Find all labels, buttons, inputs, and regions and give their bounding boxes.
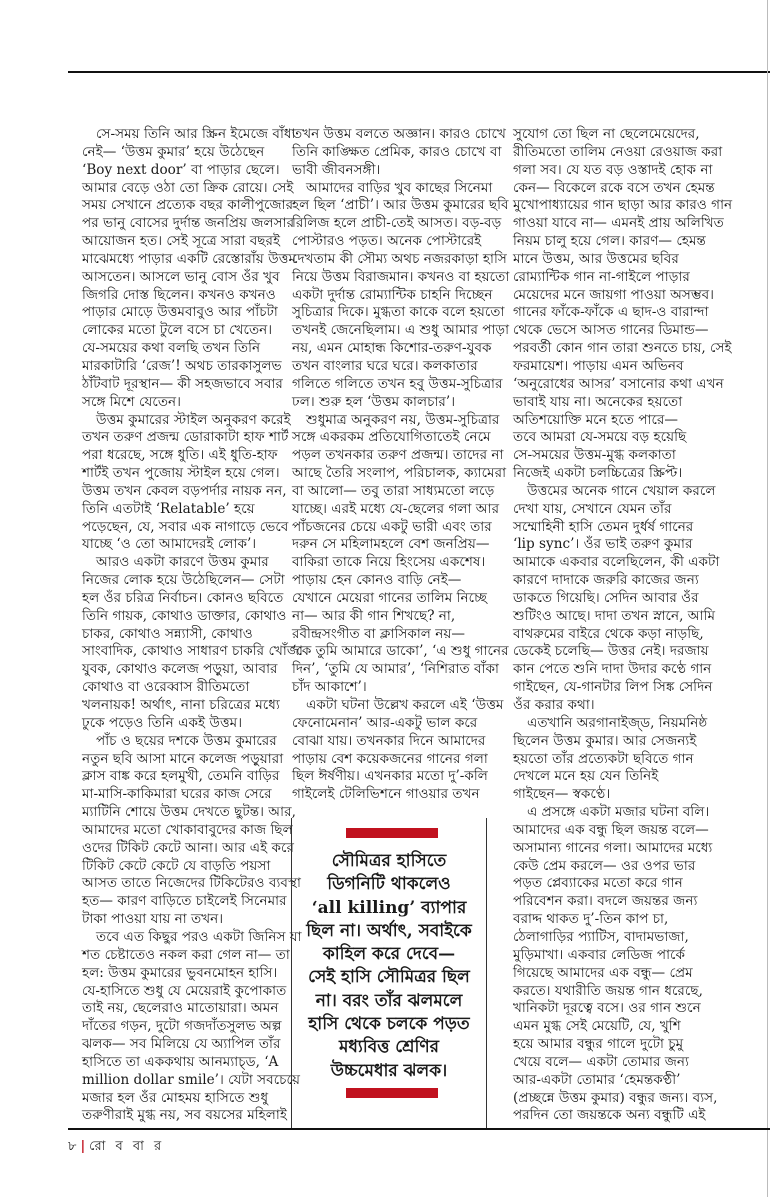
paragraph <box>513 126 731 483</box>
text-line: আমাদের বাড়ির খুব কাছের সিনেমা <box>306 179 493 196</box>
text-line: আমাদের মতো খোকাবাবুদের কাজ ছিল <box>82 821 293 838</box>
text-line: কান পেতে শুনি দাদা উদার কণ্ঠে গান <box>513 661 712 678</box>
paragraph <box>82 928 302 1125</box>
paragraph <box>292 179 510 412</box>
text-line: রীতিমতো তালিম নেওয়া রেওয়াজ করা <box>513 143 723 160</box>
text-line: সময় সেখানে প্রত্যেক বছর কালীপুজোর <box>82 197 294 214</box>
text-line: হল ওঁর চরিত্র নির্বাচন। কোনও ছবিতে <box>82 589 284 606</box>
text-line: কেন— বিকেলে রকে বসে তখন হেমন্ত <box>513 179 715 196</box>
paragraph <box>82 126 296 412</box>
text-line: যুবক, কোথাও কলেজ পড়ুয়া, আবার <box>82 661 278 678</box>
text-line: ছিলেন উত্তম কুমার। আর সেজন্যই <box>513 732 697 749</box>
text-line: বা আলো— তবু তারা সাধ্যমতো লড়ে <box>292 482 495 499</box>
text-line: পাঁচজনের চেয়ে একটু ভারী এবং তার <box>292 518 492 535</box>
text-line: আমাকে একবার বলেছিলেন, কী একটা <box>513 554 720 571</box>
paragraph <box>292 126 506 180</box>
text-line: হয়ে আমার বন্ধুর গালে দুটো চুমু <box>513 1036 684 1053</box>
text-line: ‘কে তুমি আমারে ডাকো’, ‘এ শুধু গানের <box>292 643 509 660</box>
page-footer <box>68 1137 164 1158</box>
text-line: খেয়ে বলে— একটা তোমার জন্য <box>513 1053 689 1070</box>
text-line: পড়েছেন, যে, সবার এক নাগাড়ে ভেবে <box>82 518 289 535</box>
text-line: দেখতাম কী সৌম্য অথচ নজরকাড়া হাসি <box>292 250 507 267</box>
text-line: ঠাঁটবাট দূরস্থান— কী সহজভাবে সবার <box>82 375 283 392</box>
pull-quote-line: না। বরং তাঁর ঝলমলে <box>315 990 463 1011</box>
text-line: ক্লাস বাঙ্ক করে হলমুখী, তেমনি বাড়ির <box>82 768 280 785</box>
text-line: আসতেন। আসলে ভানু বোস ওঁর খুব <box>82 268 280 285</box>
pull-quote-line: উচ্চমেধার ঝলক। <box>330 1060 448 1081</box>
pull-quote-line: কাহিল করে দেবে— <box>322 944 456 965</box>
text-line: ঠেলাগাড়ির প্যাটিস, বাদামভাজা, <box>513 928 689 945</box>
article-column-2 <box>292 126 510 804</box>
text-line: হাসিতে তা এককথায় আনম্যাচ্‌ড, ‘A <box>82 1053 279 1070</box>
page-edge <box>767 0 768 1197</box>
pull-quote-line: ডিগনিটি থাকলেও <box>327 874 451 895</box>
text-line: ফেনোমেনান’ আর-একটু ভাল করে <box>292 714 478 731</box>
text-line: তিনি গায়ক, কোথাও ডাক্তার, কোথাও <box>82 607 287 624</box>
text-line: তবে এত কিছুর পরও একটা জিনিস যা <box>96 928 302 945</box>
text-line: কোথাও বা ওরেব্বাস রীতিমতো <box>82 679 250 696</box>
text-line: চাকর, কোথাও সন্ন্যাসী, কোথাও <box>82 625 253 642</box>
text-line: ঢুকে পড়েও তিনি একই উত্তম। <box>82 714 243 731</box>
paragraph <box>292 411 509 698</box>
pull-quote-text <box>292 850 486 1083</box>
text-line: এ প্রসঙ্গে একটা মজার ঘটনা বলি। <box>527 804 710 821</box>
text-line: আরও একটা কারণে উত্তম কুমার <box>96 554 269 571</box>
text-line: মানে উত্তম, আর উত্তমের ছবির <box>513 250 679 267</box>
text-line: খলনায়ক! অর্থাৎ, নানা চরিত্রের মধ্যে <box>82 697 280 713</box>
text-line: সুযোগ তো ছিল না ছেলেমেয়েদের, <box>513 126 700 142</box>
text-line: জিগরি দোস্ত ছিলেন। কখনও কখনও <box>82 286 276 303</box>
text-line: রিলিজ হলে প্রাচী-তেই আসত। বড়-বড় <box>292 215 502 232</box>
text-line: দাঁতের গড়ন, দুটো গজদাঁতসুলভ অল্প <box>82 1018 282 1035</box>
text-line: ডেকেই চলেছি— উত্তর নেই। দরজায় <box>513 643 709 660</box>
text-line: পাঁচ ও ছয়ের দশকে উত্তম কুমারের <box>96 732 277 749</box>
text-line: পরদিন তো জয়ন্তকে অন্য বন্ধুটি এই <box>513 1107 706 1124</box>
text-line: ওদের টিকিট কেটে আনা। আর এই করে <box>82 839 294 856</box>
text-line: যাচ্ছে ‘ও তো আমাদেরই লোক’। <box>82 536 257 553</box>
text-line: হত— কারণ বাড়িতে চাইলেই সিনেমার <box>82 893 287 910</box>
text-line: যে-সময়ের কথা বলছি তখন তিনি <box>82 340 261 357</box>
text-line: উত্তম তখন কেবল বড়পর্দার নায়ক নন, <box>82 482 287 499</box>
paragraph <box>82 554 303 732</box>
text-line: মজার হল ওঁর মোহময় হাসিতে শুধু <box>82 1089 269 1106</box>
text-line: ছিল ঈর্ষণীয়। এখনকার মতো দু’-কলি <box>292 768 488 785</box>
paragraph <box>292 697 504 804</box>
text-line: শুধুমাত্র অনুকরণ নয়, উত্তম-সুচিত্রার <box>306 411 500 428</box>
text-line: আসত তাতে নিজেদের টিকিটেরও ব্যবস্থা <box>82 875 301 892</box>
header-rule <box>68 71 770 73</box>
text-line: আমার বেড়ে ওঠা তো ক্রিক রোয়ে। সেই <box>82 179 294 196</box>
pull-quote-bottom-bar <box>346 1088 438 1098</box>
magazine-name: রো ব বা র <box>89 1139 165 1154</box>
text-line: পাড়ায় হেন কোনও বাড়ি নেই— <box>292 572 462 589</box>
text-line: ‘lip sync’। ওঁর ভাই তরুণ কুমার <box>513 536 693 553</box>
text-line: নতুন ছবি আসা মানে কলেজ পড়ুয়ারা <box>82 750 284 767</box>
paragraph <box>82 411 291 555</box>
text-line: তিনি কাঙ্ক্ষিত প্রেমিক, কারও চোখে বা <box>292 143 502 160</box>
text-line: বাকিরা তাকে নিয়ে হিংসেয় একশেষ। <box>292 554 486 571</box>
text-line: দেখা যায়, সেখানে যেমন তাঁর <box>513 500 672 517</box>
text-line: গলা সব। যে যত বড় ওস্তাদই হোক না <box>513 161 713 178</box>
pull-quote-line: মধ্যবিত্ত শ্রেণির <box>338 1037 440 1058</box>
text-line: লোকের মতো টুলে বসে চা খেতেন। <box>82 322 273 339</box>
text-line: গিয়েছে আমাদের এক বন্ধু— প্রেম <box>513 964 693 981</box>
text-line: নিয়ম চালু হয়ে গেল। কারণ— হেমন্ত <box>513 233 706 250</box>
text-line: নেই— ‘উত্তম কুমার’ হয়ে উঠেছেন <box>82 143 265 160</box>
text-line: তবে আমরা যে-সময়ে বড় হয়েছি <box>513 429 687 446</box>
text-line: সঙ্গে একরকম প্রতিযোগিতাতেই নেমে <box>292 429 491 446</box>
text-line: ‘অনুরোধের আসর’ বসানোর কথা এখন <box>513 375 724 392</box>
text-line: যেখানে মেয়েরা গানের তালিম নিচ্ছে <box>292 589 487 606</box>
text-line: তাই নয়, ছেলেরাও মাতোয়ারা। অমন <box>82 1000 279 1017</box>
text-line: ‘Boy next door’ বা পাড়ার ছেলে। <box>82 161 280 178</box>
text-line: গাইছেন— স্বকণ্ঠে। <box>513 786 611 803</box>
page-number: ৮ <box>68 1139 77 1154</box>
paragraph <box>82 732 301 929</box>
text-line: million dollar smile’। যেটা সবচেয়ে <box>82 1071 300 1088</box>
text-line: মুড়িমাখা। একবার লেডিজ পার্কে <box>513 946 686 963</box>
text-line: অতিশয়োক্তি মনে হতে পারে— <box>513 411 679 428</box>
text-line: পাড়ায় বেশ কয়েকজনের গানের গলা <box>292 750 488 767</box>
text-line: ডাকতে গিয়েছি। সেদিন আবার ওঁর <box>513 589 699 606</box>
text-line: সঙ্গে মিশে যেতেন। <box>82 393 182 410</box>
text-line: আছে তৈরি সংলাপ, পরিচালক, ক্যামেরা <box>292 465 507 482</box>
text-line: ভাবাই যায় না। অনেকের হয়তো <box>513 393 683 410</box>
text-line: ভাবী জীবনসঙ্গী। <box>292 161 381 178</box>
text-line: ঢল। শুরু হল ‘উত্তম কালচার’। <box>292 393 456 410</box>
text-line: দেখলে মনে হয় যেন তিনিই <box>513 768 659 785</box>
text-line: টাকা পাওয়া যায় না তখন। <box>82 911 224 928</box>
text-line: চাঁদ আকাশে’। <box>292 679 367 696</box>
text-line: এমন মুগ্ধ সেই মেয়েটি, যে, খুশি <box>513 1018 681 1035</box>
text-line: একটা দুর্দান্ত রোম্যান্টিক চাহনি দিচ্ছেন <box>292 286 493 303</box>
text-line: থেকে ভেসে আসত গানের ডিমান্ড— <box>513 322 709 339</box>
text-line: নিয়ে উত্তম বিরাজমান। কখনও বা হয়তো <box>292 268 510 285</box>
footer-rule <box>68 1128 770 1130</box>
text-line: শুটিংও আছে। দাদা তখন স্নানে, আমি <box>513 607 716 624</box>
footer-separator: | <box>80 1139 86 1154</box>
text-line: ম্যাটিনি শোয়ে উত্তম দেখতে ছুটন্ত। আর, <box>82 804 296 821</box>
text-line: পরিবেশন করা। বদলে জয়ন্তর জন্য <box>513 893 698 910</box>
text-line: সম্মোহিনী হাসি তেমন দুর্ধর্ষ গানের <box>513 518 694 535</box>
text-line: গাইছেন, যে-গানটার লিপ সিঙ্ক সেদিন <box>513 679 713 696</box>
text-line: পড়ত প্লেব্যাকের মতো করে গান <box>513 875 683 892</box>
text-line: সে-সময়ের উত্তম-মুগ্ধ কলকাতা <box>513 447 676 464</box>
text-line: হল ছিল ‘প্রাচী’। আর উত্তম কুমারের ছবি <box>292 197 509 214</box>
text-line: অসামান্য গানের গলা। আমাদের মধ্যে <box>513 839 713 856</box>
text-line: সে-সময় তিনি আর স্ক্রিন ইমেজে বাঁধা <box>96 126 296 142</box>
text-line: দরুন সে মহিলামহলে বেশ জনপ্রিয়— <box>292 536 490 553</box>
text-line: এতখানি অরগানাইজ্‌ড, নিয়মনিষ্ঠ <box>527 714 708 731</box>
paragraph <box>513 483 731 715</box>
pull-quote-box <box>291 818 487 1128</box>
article-column-1 <box>82 126 303 1125</box>
text-line: মারকাটারি ‘রেজ’! অথচ তারকাসুলভ <box>82 357 282 374</box>
pull-quote-line: সৌমিত্রর হাসিতে <box>331 851 447 871</box>
pull-quote-line: ছিল না। অর্থাৎ, সবাইকে <box>306 920 472 941</box>
text-line: বরাদ্দ থাকত দু’-তিন কাপ চা, <box>513 911 669 928</box>
text-line: তিনি এতটাই ‘Relatable’ হয়ে <box>82 500 255 517</box>
text-line: করতে। যথারীতি জয়ন্ত গান ধরেছে, <box>513 982 703 999</box>
text-line: পোস্টারও পড়ত। অনেক পোস্টারেই <box>292 233 482 250</box>
text-line: রোম্যান্টিক গান না-গাইলে পাড়ার <box>513 268 690 285</box>
text-line: তখন বাংলার ঘরে ঘরে। কলকাতার <box>292 357 478 374</box>
text-line: শার্টই তখন পুজোয় স্টাইল হয়ে গেল। <box>82 465 280 482</box>
text-line: একটা ঘটনা উল্লেখ করলে এই ‘উত্তম <box>306 697 504 713</box>
text-line: আমাদের এক বন্ধু ছিল জয়ন্ত বলে— <box>513 821 709 838</box>
text-line: হয়তো তাঁর প্রত্যেকটা ছবিতে গান <box>513 750 694 767</box>
text-line: কেউ প্রেম করলে— ওর ওপর ভার <box>513 857 696 874</box>
text-line: মুখোপাধ্যায়ের গান ছাড়া আর কারও গান <box>513 197 733 214</box>
text-line: যাচ্ছে। এরই মধ্যে যে-ছেলের গলা আর <box>292 500 500 517</box>
text-line: তখনই জেনেছিলাম। এ শুধু আমার পাড়া <box>292 322 510 339</box>
text-line: আয়োজন হত। সেই সূত্রে সারা বছরই <box>82 233 281 250</box>
text-line: গানের ফাঁকে-ফাঁকে এ ছাদ-ও বারান্দা <box>513 304 709 321</box>
paragraph <box>513 804 731 1125</box>
text-line: গলিতে গলিতে তখন হবু উত্তম-সুচিত্রার <box>292 375 503 392</box>
text-line: পর ভানু বোসের দুর্দান্ত জনপ্রিয় জলসার <box>82 215 295 232</box>
text-line: (প্রচ্ছন্নে উত্তম কুমার) বন্ধুর জন্য। ব্যস, <box>513 1089 718 1106</box>
text-line: না— আর কী গান শিখছে? না, <box>292 607 456 624</box>
text-line: নয়, এমন মোহান্ধ কিশোর-তরুণ-যুবক <box>292 340 492 357</box>
text-line: মাঝেমধ্যে পাড়ার একটি রেস্তোরাঁয় উত্তম <box>82 250 296 267</box>
pull-quote-line: হাসি থেকে চলকে পড়ত <box>308 1014 470 1035</box>
text-line: হল: উত্তম কুমারের ভুবনমোহন হাসি। <box>82 964 278 981</box>
text-line: তরুণীরাই মুগ্ধ নয়, সব বয়সের মহিলাই <box>82 1107 287 1124</box>
text-line: নিজের লোক হয়ে উঠেছিলেন— সেটা <box>82 572 285 589</box>
text-line: তখন তরুণ প্রজন্ম ডোরাকাটা হাফ শার্ট <box>82 429 289 446</box>
text-line: বোঝা যায়। তখনকার দিনে আমাদের <box>292 732 486 749</box>
text-line: যে-হাসিতে শুধু যে মেয়েরাই কুপোকাত <box>82 982 287 999</box>
pull-quote-line: ‘all killing’ ব্যাপার <box>311 897 467 918</box>
text-line: খানিকটা দূরত্বে বসে। ওর গান শুনে <box>513 1000 701 1017</box>
text-line: সাংবাদিক, কোথাও সাধারণ চাকরি খোঁজা <box>82 643 303 660</box>
text-line: নিজেই একটা চলচ্চিত্রের স্ক্রিপ্ট। <box>513 465 683 482</box>
pull-quote-top-bar <box>346 828 438 838</box>
text-line: উত্তমের অনেক গানে খেয়াল করলে <box>527 482 716 499</box>
text-line: গাইলেই টেলিভিশনে গাওয়ার তখন <box>292 786 480 803</box>
paragraph <box>513 715 731 804</box>
text-line: উত্তম কুমারের স্টাইল অনুকরণ করেই <box>96 411 291 428</box>
text-line: টিকিট কেটে কেটে যে বাড়তি পয়সা <box>82 857 271 874</box>
text-line: পাড়ার মোড়ে উত্তমবাবুও আর পাঁচটা <box>82 304 278 321</box>
text-line: মেয়েদের মনে জায়গা পাওয়া অসম্ভব। <box>513 286 715 303</box>
pull-quote-line: সেই হাসি সৌমিত্রর ছিল <box>308 967 470 988</box>
text-line: ওঁর করার কথা। <box>513 697 595 713</box>
text-line: দিন’, ‘তুমি যে আমার’, ‘নিশিরাত বাঁকা <box>292 661 499 678</box>
text-line: তখন উত্তম বলতে অজ্ঞান। কারও চোখে <box>292 126 506 142</box>
text-line: পরবর্তী কোন গান তারা শুনতে চায়, সেই <box>513 340 732 357</box>
article-column-3 <box>513 126 731 1125</box>
text-line: পড়ল তখনকার তরুণ প্রজন্ম। তাদের না <box>292 447 504 464</box>
text-line: সুচিত্রার দিকে। মুগ্ধতা কাকে বলে হয়তো <box>292 304 505 321</box>
text-line: ফরমায়েশ। পাড়ায় এমন অভিনব <box>513 357 684 374</box>
text-line: পরা ধরেছে, সঙ্গে ধুতি। এই ধুতি-হাফ <box>82 447 278 464</box>
text-line: বাথরুমের বাইরে থেকে কড়া নাড়ছি, <box>513 625 704 642</box>
text-line: গাওয়া যাবে না— এমনই প্রায় অলিখিত <box>513 215 724 232</box>
text-line: ঝলক— সব মিলিয়ে যে অ্যাপিল তাঁর <box>82 1036 281 1053</box>
text-line: রবীন্দ্রসংগীত বা ক্লাসিকাল নয়— <box>292 625 465 642</box>
text-line: মা-মাসি-কাকিমারা ঘরের কাজ সেরে <box>82 786 272 803</box>
text-line: শত চেষ্টাতেও নকল করা গেল না— তা <box>82 946 290 963</box>
text-line: কারণে দাদাকে জরুরি কাজের জন্য <box>513 572 699 589</box>
text-line: আর-একটা তোমার ‘হেমন্তকণ্ঠী’ <box>513 1071 681 1088</box>
